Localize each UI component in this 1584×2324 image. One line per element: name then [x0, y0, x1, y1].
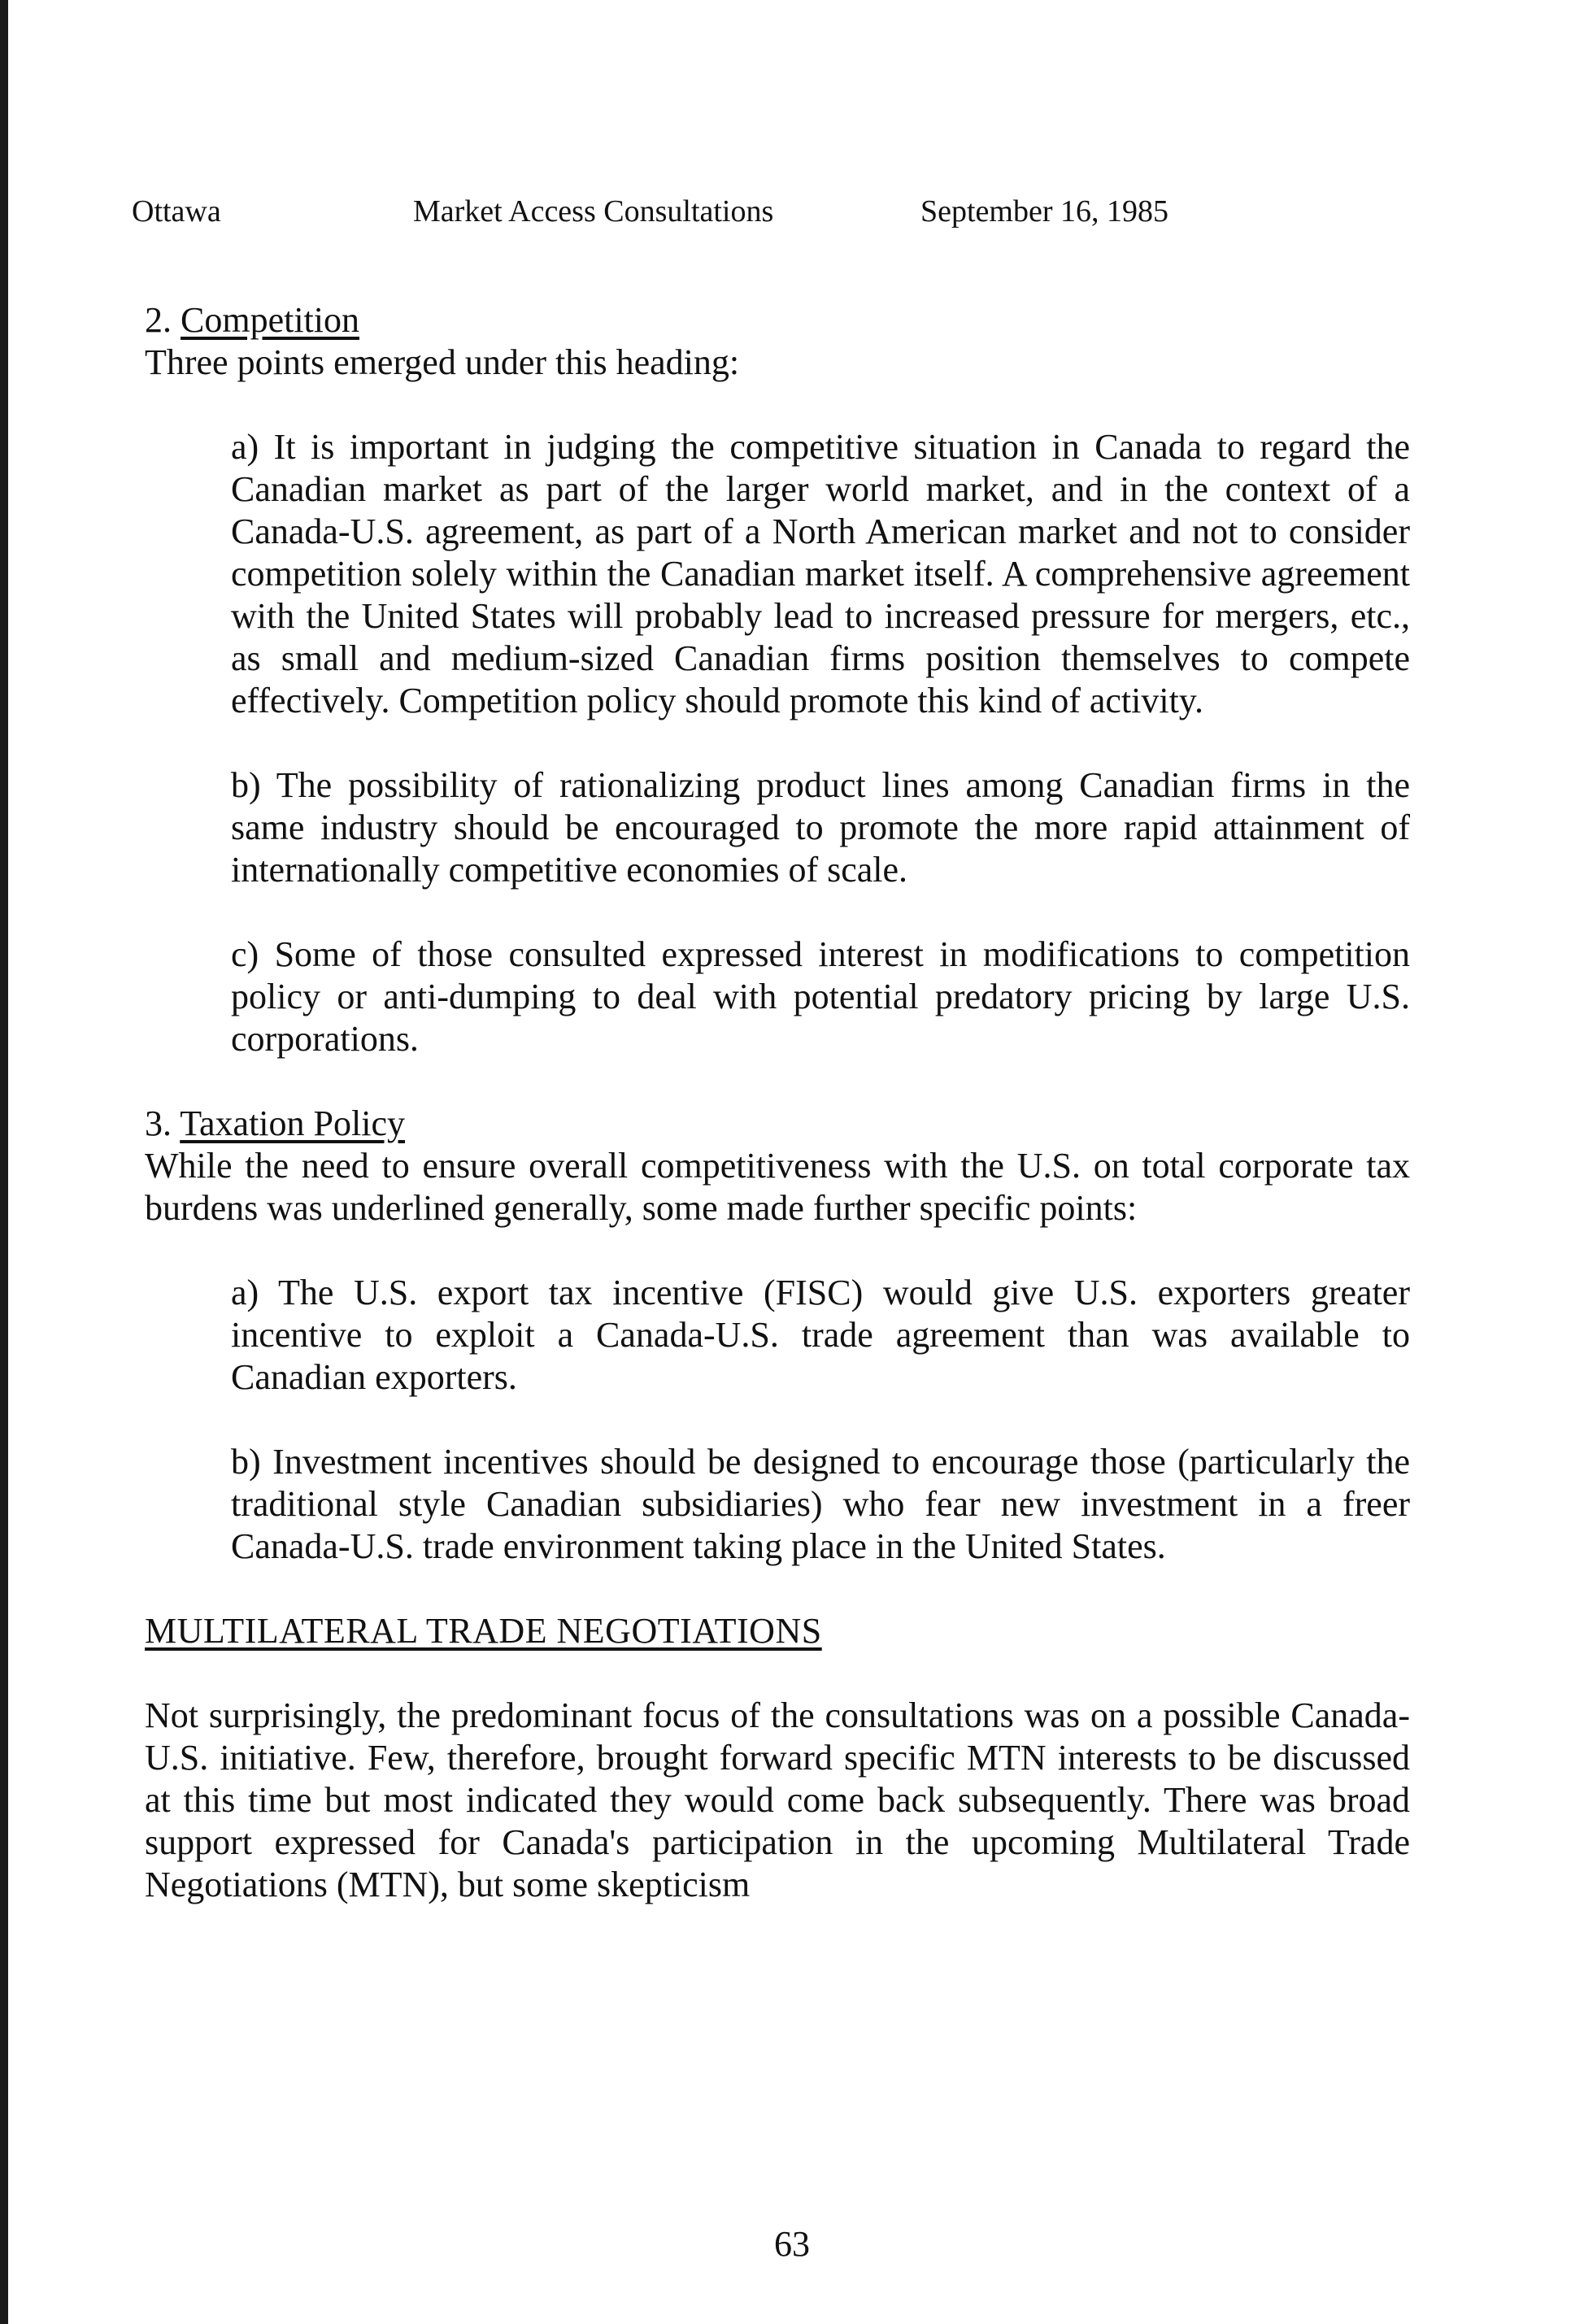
section-heading-competition: [145, 299, 1410, 342]
header-date: September 16, 1985: [920, 194, 1169, 228]
list-item: c) Some of those consulted expressed interest in modifications to competition policy or anti-dumping to deal with potential predatory pricing by large U.S. corporations.: [231, 934, 1410, 1059]
document-body: [145, 299, 1410, 1906]
section-title: Competition: [181, 300, 359, 340]
header-title: Market Access Consultations: [413, 194, 774, 228]
list-item: a) The U.S. export tax incentive (FISC) would give U.S. exporters greater incentive to exploit a Canada-U.S. trade agreement than was available to Canadian exporters.: [231, 1273, 1410, 1397]
scan-edge: [0, 0, 8, 2324]
section-title: Taxation Policy: [180, 1103, 405, 1143]
page-number: 63: [774, 2224, 810, 2264]
section-heading-mtn: MULTILATERAL TRADE NEGOTIATIONS: [145, 1611, 822, 1651]
header-location: Ottawa: [132, 194, 221, 228]
section-number: 3.: [145, 1103, 172, 1143]
list-item: b) The possibility of rationalizing product lines among Canadian firms in the same industry should be encouraged to promote the more rapid attainment of internationally competitive economies of scale.: [231, 765, 1410, 890]
section-intro: While the need to ensure overall competitiveness with the U.S. on total corporate tax burdens was underlined generally, some made further specific points:: [145, 1146, 1410, 1228]
section-heading-taxation: [145, 1103, 1410, 1145]
section-number: 2.: [145, 300, 172, 340]
page-header: [132, 194, 1416, 234]
section-paragraph: Not surprisingly, the predominant focus of the consultations was on a possible Canada-U.S. initiative. Few, therefore, brought forward specific MTN interests to be discussed at this time but most indicated they would come back subsequently. There was broad support expressed for Canada's participation in the upcoming Multilateral Trade Negotiations (MTN), but some skepticism: [145, 1695, 1410, 1904]
list-item: a) It is important in judging the competitive situation in Canada to regard the Canadian market as part of the larger world market, and in the context of a Canada-U.S. agreement, as part of a North American market and not to consider competition solely within the Canadian market itself. A comprehensive agreement with the United States will probably lead to increased pressure for mergers, etc., as small and medium-sized Canadian firms position themselves to compete effectively. Competition policy should promote this kind of activity.: [231, 427, 1410, 720]
list-item: b) Investment incentives should be designed to encourage those (particularly the traditional style Canadian subsidiaries) who fear new investment in a freer Canada-U.S. trade environment taking place in the United States.: [231, 1442, 1410, 1566]
section-intro: Three points emerged under this heading:: [145, 342, 740, 382]
